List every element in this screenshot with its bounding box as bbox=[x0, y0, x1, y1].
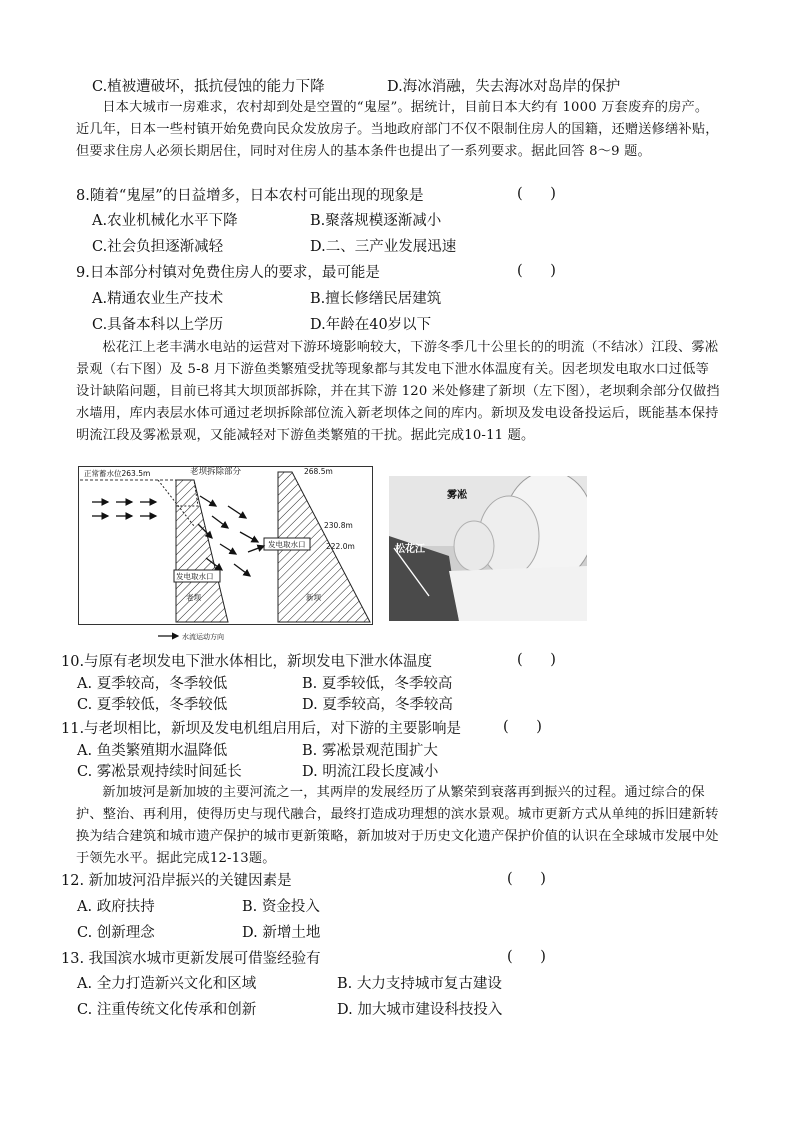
dam-cross-section-diagram bbox=[78, 466, 373, 641]
q13-option-b: B. 大力支持城市复古建设 bbox=[337, 976, 502, 992]
passage-singapore: 新加坡河是新加坡的主要河流之一，其两岸的发展经历了从繁荣到衰落再到振兴的过程。通过综合的保护、整治、再利用，使得历史与现代融合，最终打造成功理想的滨水景观。城市更新方式从单纯的拆旧建新转换为结合建筑和城市遗产保护的城市更新策略，新加坡对于历史文化遗产保护价值的认识在全球城市发展中处于领先水平。据此完成12-13题。 bbox=[76, 785, 719, 866]
q11-option-a: A. 鱼类繁殖期水温降低 bbox=[77, 743, 228, 759]
q8-option-a: A.农业机械化水平下降 bbox=[92, 213, 238, 229]
q13-option-a: A. 全力打造新兴文化和区域 bbox=[77, 976, 257, 992]
q10-option-c: C. 夏季较低，冬季较低 bbox=[77, 697, 228, 713]
q10-stem: 10.与原有老坝发电下泄水体相比，新坝发电下泄水体温度 bbox=[61, 654, 433, 670]
q7-option-c: C.植被遭破坏，抵抗侵蚀的能力下降 bbox=[92, 79, 325, 95]
q8-answer-bracket: ( ) bbox=[517, 186, 556, 202]
q11-option-c: C. 雾凇景观持续时间延长 bbox=[77, 764, 242, 780]
rime-photo-svg bbox=[389, 476, 587, 621]
q11-option-b: B. 雾凇景观范围扩大 bbox=[302, 743, 438, 759]
q11-answer-bracket: ( ) bbox=[503, 719, 542, 735]
river-label: 松花江 bbox=[395, 544, 425, 555]
q8-stem: 8.随着“鬼屋”的日益增多，日本农村可能出现的现象是 bbox=[76, 188, 424, 204]
legend-label: 水流运动方向 bbox=[182, 633, 224, 641]
q13-option-d: D. 加大城市建设科技投入 bbox=[337, 1002, 503, 1018]
q9-stem: 9.日本部分村镇对免费住房人的要求，最可能是 bbox=[76, 265, 380, 281]
old-dam-label: 老坝 bbox=[186, 593, 201, 602]
removed-part-label: 老坝拆除部分 bbox=[190, 467, 242, 477]
q8-option-c: C.社会负担逐渐减轻 bbox=[92, 239, 224, 255]
passage-japan: 日本大城市一房难求，农村却到处是空置的“鬼屋”。据统计，目前日本大约有 1000 万套废弃的房产。近几年，日本一些村镇开始免费向民众发放房子。当地政府部门不仅不限制住房人的国籍，还赠送修缮补贴，但要求住房人必须长期居住，同时对住房人的基本条件也提出了一系列要求。据此回答 8～9 题。 bbox=[76, 100, 719, 159]
q12-option-d: D. 新增土地 bbox=[242, 925, 321, 941]
q12-option-a: A. 政府扶持 bbox=[77, 899, 155, 915]
q12-option-b: B. 资金投入 bbox=[242, 899, 320, 915]
q9-option-c: C.具备本科以上学历 bbox=[92, 317, 224, 333]
q10-option-d: D. 夏季较高，冬季较高 bbox=[302, 697, 453, 713]
q8-option-b: B.聚落规模逐渐减小 bbox=[310, 213, 442, 229]
new-dam-label: 新坝 bbox=[306, 593, 321, 602]
q12-answer-bracket: ( ) bbox=[507, 871, 546, 887]
q10-answer-bracket: ( ) bbox=[517, 652, 556, 668]
q9-option-a: A.精通农业生产技术 bbox=[92, 291, 224, 307]
elevation-268-label: 268.5m bbox=[304, 467, 333, 476]
q12-option-c: C. 创新理念 bbox=[77, 925, 155, 941]
elevation-230-label: 230.8m bbox=[324, 521, 353, 530]
normal-level-label: 正常蓄水位263.5m bbox=[84, 469, 151, 478]
q13-option-c: C. 注重传统文化传承和创新 bbox=[77, 1002, 257, 1018]
q11-option-d: D. 明流江段长度减小 bbox=[302, 764, 439, 780]
q9-answer-bracket: ( ) bbox=[517, 263, 556, 279]
q9-option-d: D.年龄在40岁以下 bbox=[310, 317, 432, 333]
rime-ice-photo bbox=[389, 476, 587, 621]
elevation-222-label: 222.0m bbox=[326, 542, 355, 551]
q11-stem: 11.与老坝相比，新坝及发电机组启用后，对下游的主要影响是 bbox=[61, 721, 462, 737]
q8-option-d: D.二、三产业发展迅速 bbox=[310, 239, 457, 255]
rime-label: 雾凇 bbox=[447, 490, 467, 501]
passage-dam: 松花江上老丰满水电站的运营对下游环境影响较大，下游冬季几十公里长的的明流（不结冰）江段、雾凇景观（右下图）及 5-8 月下游鱼类繁殖受扰等现象都与其发电下泄水体温度有关。因老坝发电取水口过低等设计缺陷问题，目前已将其大坝顶部拆除，并在其下游 120 米处修建了新坝（左下图），老坝剩余部分仅做挡水墙用，库内表层水体可通过老坝拆除部位流入新老坝体之间的库内。新坝及发电设备投运后，既能基本保持明流江段及雾凇景观，又能减轻对下游鱼类繁殖的干扰。据此完成10-11 题。 bbox=[76, 340, 720, 443]
old-intake-label: 发电取水口 bbox=[176, 572, 214, 581]
q13-answer-bracket: ( ) bbox=[507, 949, 546, 965]
q10-option-a: A. 夏季较高，冬季较低 bbox=[77, 676, 228, 692]
dam-diagram-svg bbox=[78, 466, 373, 641]
q12-stem: 12. 新加坡河沿岸振兴的关键因素是 bbox=[61, 873, 292, 889]
q7-option-d: D.海冰消融，失去海冰对岛岸的保护 bbox=[387, 79, 621, 95]
q9-option-b: B.擅长修缮民居建筑 bbox=[310, 291, 442, 307]
q13-stem: 13. 我国滨水城市更新发展可借鉴经验有 bbox=[61, 951, 321, 967]
q10-option-b: B. 夏季较低，冬季较高 bbox=[302, 676, 453, 692]
new-intake-label: 发电取水口 bbox=[268, 540, 306, 549]
